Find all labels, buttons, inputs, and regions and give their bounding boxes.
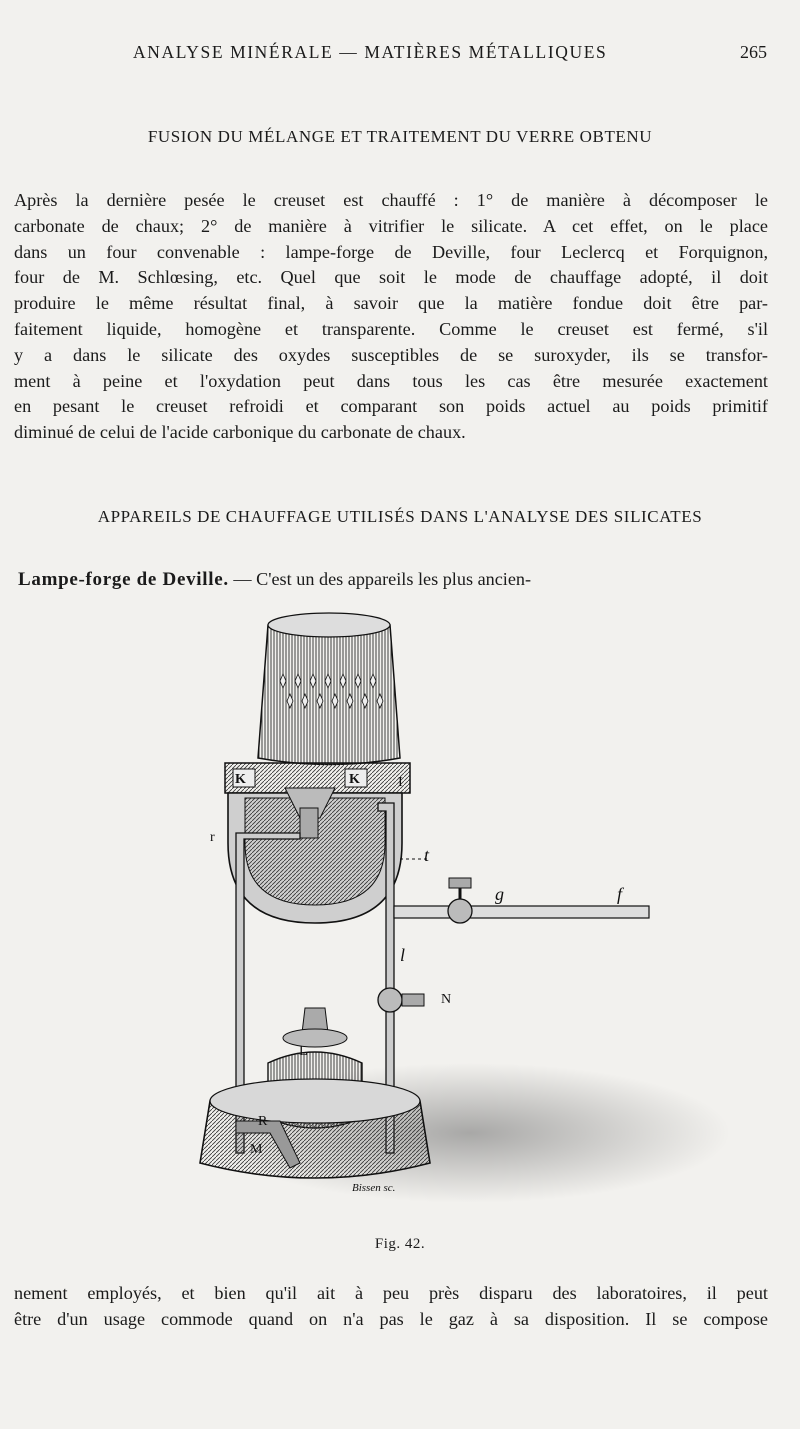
- lead-line: [18, 569, 768, 591]
- label-M: M: [250, 1142, 263, 1157]
- text-line: dans un four convenable : lampe-forge de Deville, four Leclercq et Forquignon,: [14, 241, 768, 262]
- page-number: 265: [740, 42, 767, 62]
- lead-text: — C'est un des appareils les plus ancien-: [228, 569, 532, 589]
- engraver-signature: Bissen sc.: [352, 1182, 396, 1194]
- label-l: l: [400, 945, 406, 965]
- section-heading-fusion: FUSION DU MÉLANGE ET TRAITEMENT DU VERRE OBTENU: [147, 127, 653, 146]
- label-K-right: K: [349, 772, 360, 787]
- text-line: Après la dernière pesée le creuset est chauffé : 1° de manière à décomposer le: [14, 190, 768, 210]
- label-g: g: [495, 884, 504, 904]
- text-line: être d'un usage commode quand on n'a pas le gaz à sa disposition. Il se compose: [14, 1308, 768, 1329]
- lead-bold-title: Lampe-forge de Deville.: [18, 569, 229, 590]
- clamp-N: [378, 988, 402, 1012]
- paragraph-fusion: [14, 188, 768, 446]
- tube-f: [394, 906, 649, 918]
- chimney: [258, 613, 400, 765]
- label-R: R: [258, 1114, 268, 1129]
- text-line: diminué de celui de l'acide carbonique du carbonate de chaux.: [14, 422, 466, 443]
- text-line: faitement liquide, homogène et transparente. Comme le creuset est fermé, s'il: [14, 318, 768, 339]
- lampe-forge-illustration: [0, 593, 800, 1233]
- label-r: r: [210, 830, 215, 845]
- text-line: ment à peine et l'oxydation peut dans tous les cas être mesurée exactement: [14, 370, 768, 391]
- running-title: ANALYSE MINÉRALE — MATIÈRES MÉTALLIQUES: [133, 42, 608, 62]
- valve-handle: [449, 878, 471, 888]
- text-line: en pesant le creuset refroidi et comparant son poids actuel au poids primitif: [14, 396, 768, 417]
- label-K-left: K: [235, 772, 246, 787]
- label-f: f: [617, 884, 623, 904]
- label-L: L: [299, 1044, 308, 1059]
- label-N: N: [441, 992, 452, 1007]
- text-line: carbonate de chaux; 2° de manière à vitrifier le silicate. A cet effet, on le place: [14, 215, 768, 236]
- figure-caption: Fig. 42.: [374, 1236, 426, 1252]
- section-heading-appareils: APPAREILS DE CHAUFFAGE UTILISÉS DANS L'ANALYSE DES SILICATES: [97, 507, 703, 526]
- text-line: y a dans le silicate des oxydes susceptibles de se suroxyder, ils se transfor-: [14, 344, 768, 365]
- figure-lampe-forge: [0, 593, 800, 1233]
- label-t: t: [424, 845, 430, 865]
- label-I: I: [398, 775, 403, 790]
- nozzle: [300, 808, 318, 838]
- text-line: produire le même résultat final, à savoir que la matière fondue doit être par-: [14, 293, 768, 314]
- text-line: four de M. Schlœsing, etc. Quel que soit le mode de chauffage adopté, il doit: [14, 267, 768, 288]
- valve-g: [448, 899, 472, 923]
- paragraph-lampe-forge: [14, 1281, 768, 1333]
- running-head: [0, 38, 800, 68]
- text-line: nement employés, et bien qu'il ait à peu près disparu des laboratoires, il peut: [14, 1283, 768, 1303]
